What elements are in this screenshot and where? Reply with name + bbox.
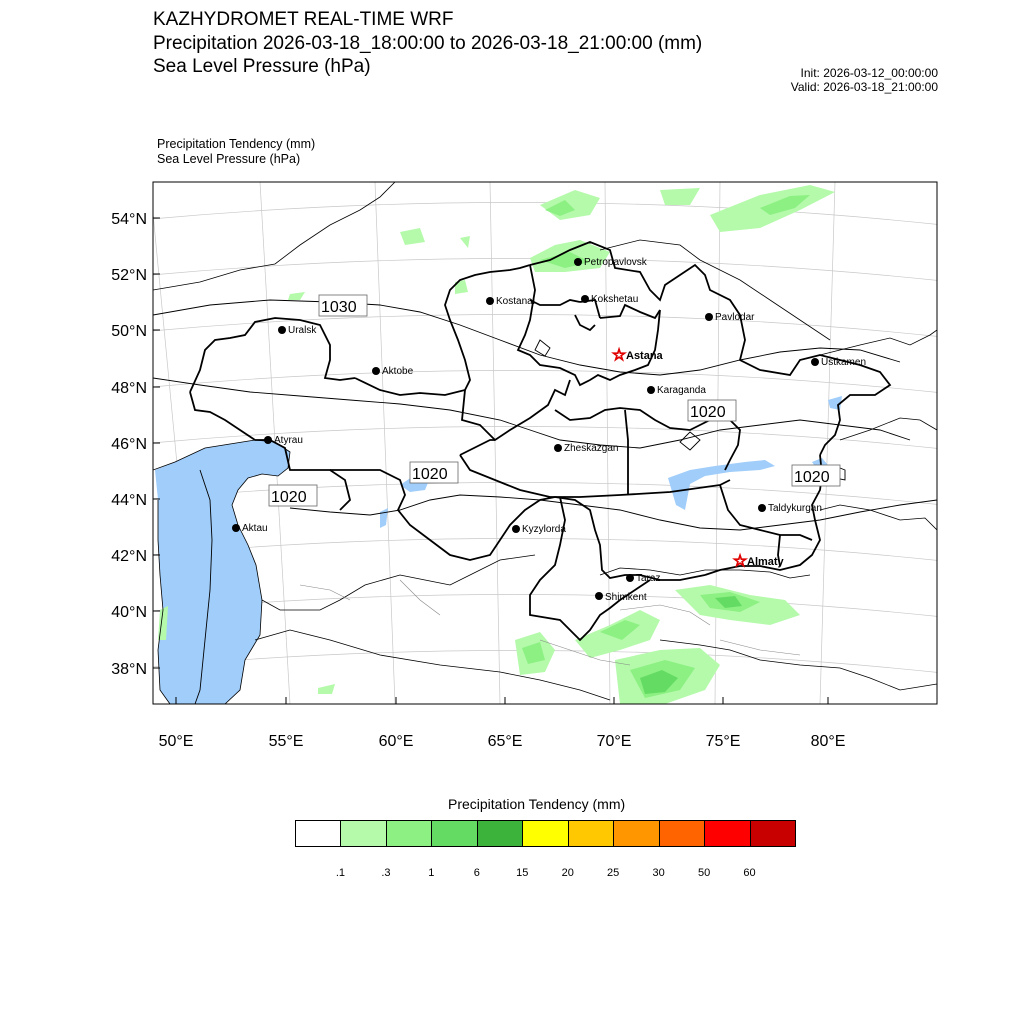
city-marker [512,525,520,533]
colorbar-swatch [431,820,477,847]
chart-title: KAZHYDROMET REAL-TIME WRF [153,9,454,30]
field-label-slp: Sea Level Pressure (hPa) [157,152,301,166]
capital-star-icon: ☆ [732,553,748,570]
colorbar-label: 6 [473,867,480,879]
city-label: Aktobe [382,366,414,377]
city-marker [595,592,603,600]
city-marker [581,295,589,303]
lon-label: 70°E [596,733,632,750]
city-label: Almaty [747,556,784,568]
lon-label: 75°E [705,733,741,750]
city-marker [811,358,819,366]
lon-labels [159,733,846,750]
lon-label: 50°E [158,733,194,750]
city-label: Atyrau [274,435,303,446]
chart-subtitle: Precipitation 2026-03-18_18:00:00 to 2026-03-18_21:00:00 (mm) [153,33,703,54]
city-label: Pavlodar [715,312,755,323]
isobar-label: 1020 [271,489,307,506]
city-marker [554,444,562,452]
colorbar-swatch [659,820,705,847]
colorbar-label: 20 [561,867,574,879]
colorbar-label: 25 [607,867,620,879]
colorbar-label: 15 [516,867,529,879]
city-label: Ustkamen [821,357,867,368]
city-label: Taldykurgan [768,503,822,514]
city-label: Astana [626,350,663,362]
chart-subtitle-2: Sea Level Pressure (hPa) [153,56,371,77]
lon-label: 55°E [268,733,304,750]
lat-label: 52°N [111,267,147,284]
city-marker [647,386,655,394]
city-label: Kyzylorda [522,524,566,535]
lon-ticks [176,697,828,704]
colorbar-swatch [522,820,568,847]
city-label: Kostanai [496,296,535,307]
city-marker [626,574,634,582]
lat-label: 50°N [111,323,147,340]
colorbar-title: Precipitation Tendency (mm) [448,796,626,812]
colorbar-label: 30 [652,867,665,879]
city-label: Zheskazgan [564,443,619,454]
lon-label: 60°E [378,733,414,750]
city-label: Petropavlovsk [584,257,647,268]
lat-label: 40°N [111,604,147,621]
lat-label: 42°N [111,548,147,565]
city-marker [264,436,272,444]
colorbar-label: 1 [428,867,435,879]
city-marker [278,326,286,334]
colorbar-label: 50 [697,867,711,879]
city-marker [372,367,380,375]
lat-label: 46°N [111,436,147,453]
city-label: Aktau [242,523,268,534]
city-marker [232,524,240,532]
lat-labels [111,211,147,678]
colorbar-swatch [750,820,796,847]
valid-time: Valid: 2026-03-18_21:00:00 [790,80,938,94]
city-marker [574,258,582,266]
field-label-precip: Precipitation Tendency (mm) [157,137,316,151]
colorbar-swatch [295,820,341,847]
city-label: Shimkent [605,592,647,603]
colorbar-swatch [613,820,659,847]
lat-label: 48°N [111,380,147,397]
colorbar-swatch [704,820,750,847]
colorbar-swatch [568,820,614,847]
colorbar-label: .3 [381,867,391,879]
lon-label: 80°E [810,733,846,750]
city-label: Uralsk [288,325,317,336]
isobar-label: 1030 [321,299,357,316]
city-marker [705,313,713,321]
city-marker [758,504,766,512]
isobar-label: 1020 [690,404,726,421]
city-marker [486,297,494,305]
city-label: Karaganda [657,385,706,396]
colorbar-label: .1 [335,867,346,879]
colorbar-label: 60 [743,867,756,879]
lat-ticks [153,218,160,668]
isobar-label: 1020 [412,466,448,483]
lat-label: 54°N [111,211,147,228]
city-label: Kokshetau [591,294,639,305]
capital-star-icon: ☆ [611,347,627,364]
colorbar-swatch [386,820,432,847]
isobar-label: 1020 [794,469,830,486]
lat-label: 38°N [111,661,147,678]
colorbar-swatch [340,820,386,847]
lon-label: 65°E [487,733,523,750]
city-label: Taraz [636,573,661,584]
init-time: Init: 2026-03-12_00:00:00 [800,66,938,80]
caspian-sea [155,440,290,704]
colorbar-swatch [477,820,523,847]
lat-label: 44°N [111,492,147,509]
map-body [120,182,970,704]
